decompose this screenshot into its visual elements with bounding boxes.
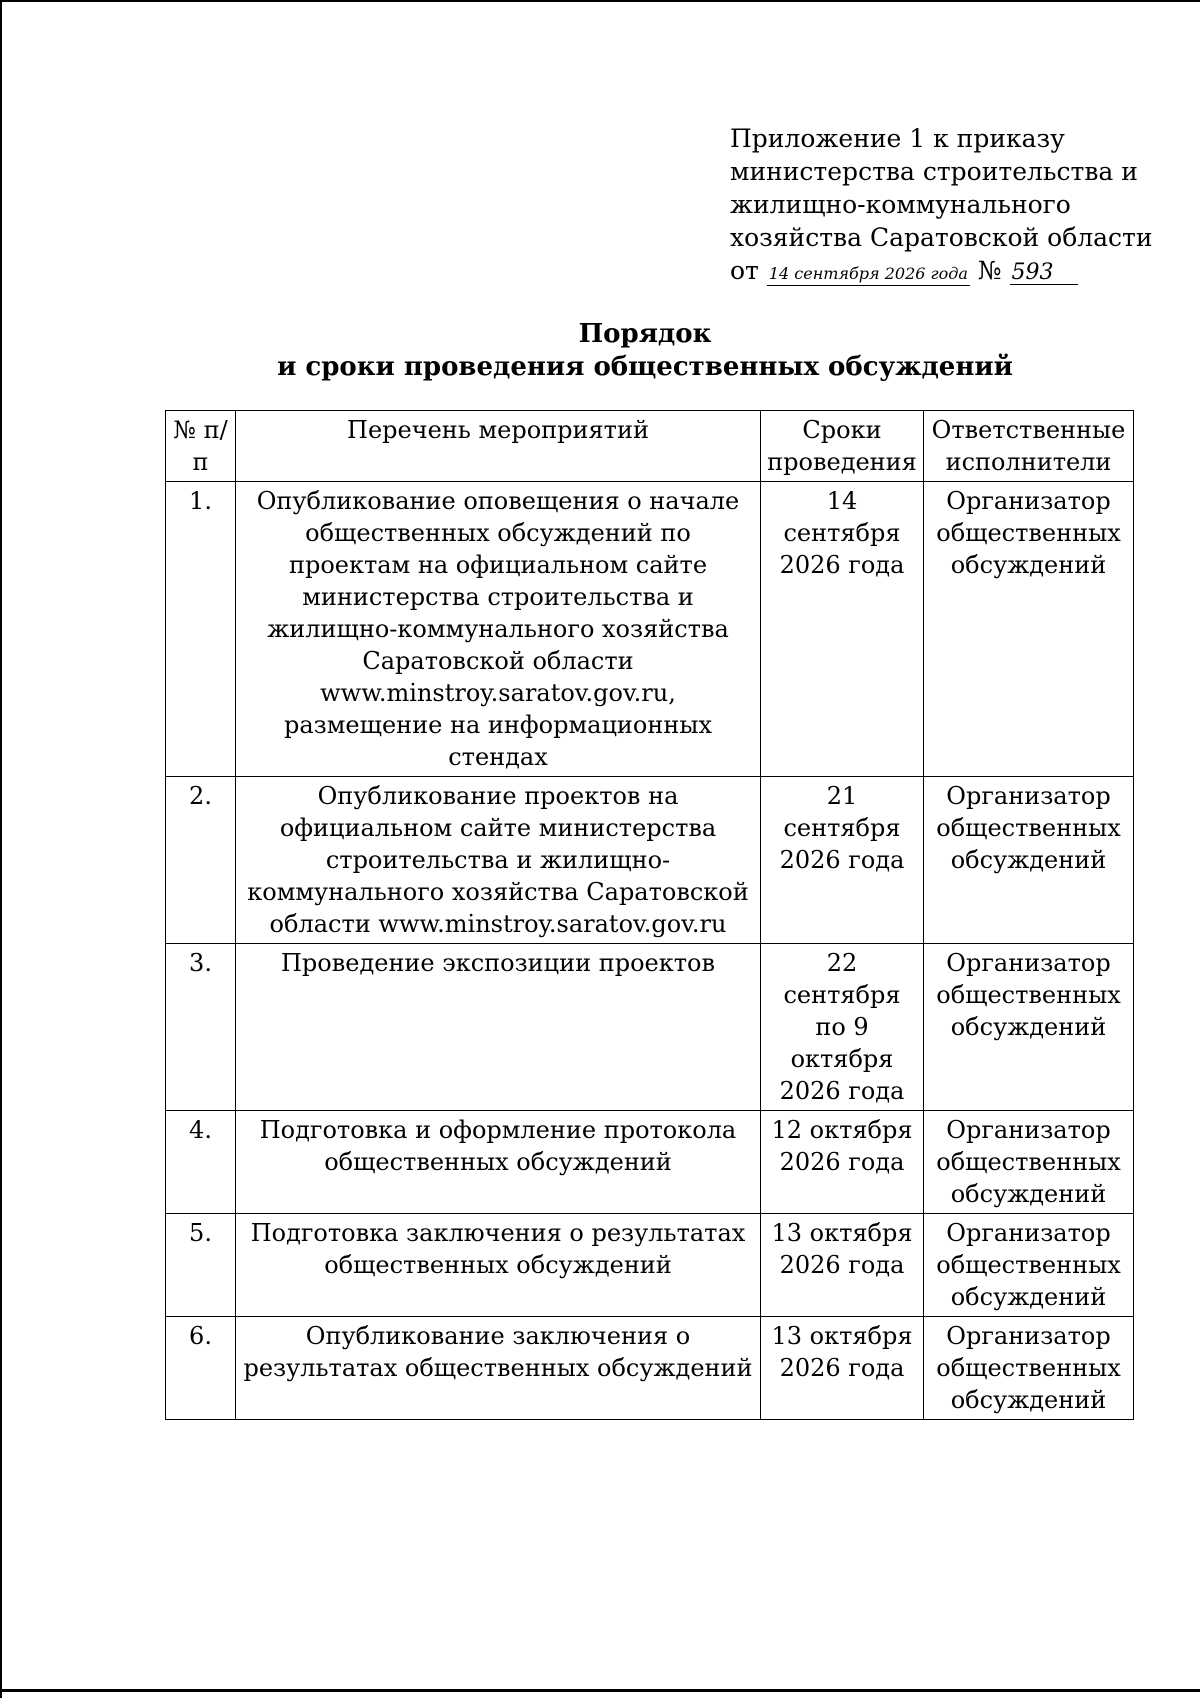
table-row <box>166 1214 1134 1317</box>
row-responsible: Организатор общественных обсуждений <box>924 1214 1134 1317</box>
column-header-events: Перечень мероприятий <box>236 411 761 482</box>
row-event: Опубликование заключения о результатах общественных обсуждений <box>236 1317 761 1420</box>
row-responsible: Организатор общественных обсуждений <box>924 482 1134 777</box>
table-header-row <box>166 411 1134 482</box>
row-number: 4. <box>166 1111 236 1214</box>
document-title <box>0 318 1200 384</box>
title-line-1: Порядок <box>578 319 712 349</box>
column-header-dates: Сроки проведения <box>761 411 924 482</box>
appendix-line: жилищно-коммунального <box>730 190 1071 219</box>
row-event: Подготовка и оформление протокола общественных обсуждений <box>236 1111 761 1214</box>
appendix-line: хозяйства Саратовской области <box>730 223 1153 252</box>
table-row <box>166 777 1134 944</box>
row-number: 6. <box>166 1317 236 1420</box>
row-date: 22 сентября по 9 октября 2026 года <box>761 944 924 1111</box>
row-responsible: Организатор общественных обсуждений <box>924 777 1134 944</box>
row-responsible: Организатор общественных обсуждений <box>924 944 1134 1111</box>
scan-border-left <box>0 0 2 1698</box>
row-event: Проведение экспозиции проектов <box>236 944 761 1111</box>
appendix-line: министерства строительства и <box>730 157 1138 186</box>
row-date: 13 октября 2026 года <box>761 1214 924 1317</box>
schedule-table <box>165 410 1134 1420</box>
title-line-2: и сроки проведения общественных обсуждений <box>277 352 1013 382</box>
scan-border-bottom <box>0 1689 1200 1692</box>
handwritten-date: 14 сентября 2026 года <box>767 263 970 286</box>
table-row <box>166 482 1134 777</box>
column-header-responsible: Ответственные исполнители <box>924 411 1134 482</box>
appendix-header <box>730 122 1170 287</box>
row-event: Подготовка заключения о результатах общественных обсуждений <box>236 1214 761 1317</box>
row-date: 14 сентября 2026 года <box>761 482 924 777</box>
table-row <box>166 1111 1134 1214</box>
row-event: Опубликование оповещения о начале общественных обсуждений по проектам на официальном сайте министерства строительства и жилищно-коммунального хозяйства Саратовской области www.minstroy.saratov.gov.ru, размещение на информационных стендах <box>236 482 761 777</box>
order-date-number-line <box>730 254 1170 287</box>
row-number: 2. <box>166 777 236 944</box>
date-prefix: от <box>730 256 759 285</box>
table-row <box>166 944 1134 1111</box>
row-date: 13 октября 2026 года <box>761 1317 924 1420</box>
row-responsible: Организатор общественных обсуждений <box>924 1111 1134 1214</box>
column-header-number: № п/п <box>166 411 236 482</box>
row-number: 1. <box>166 482 236 777</box>
row-responsible: Организатор общественных обсуждений <box>924 1317 1134 1420</box>
handwritten-order-number: 593 <box>1010 262 1078 285</box>
row-date: 12 октября 2026 года <box>761 1111 924 1214</box>
scan-border-top <box>0 0 1200 2</box>
table-row <box>166 1317 1134 1420</box>
row-date: 21 сентября 2026 года <box>761 777 924 944</box>
row-event: Опубликование проектов на официальном сайте министерства строительства и жилищно-коммунального хозяйства Саратовской области www.minstroy.saratov.gov.ru <box>236 777 761 944</box>
appendix-line: Приложение 1 к приказу <box>730 124 1065 153</box>
row-number: 3. <box>166 944 236 1111</box>
row-number: 5. <box>166 1214 236 1317</box>
number-sign: № <box>977 256 1002 285</box>
